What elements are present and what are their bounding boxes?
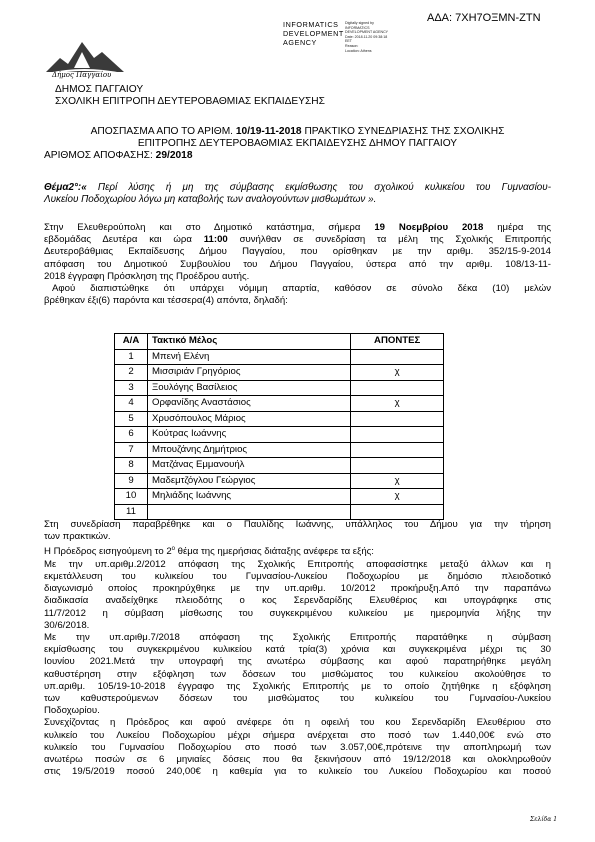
body-line: κυλικείο του Γυμνασίου Ποδοχωρίου στο ποσό των 3.057,00€,πρότεινε την αποπληρωμή των <box>44 741 551 753</box>
body-line <box>44 543 551 558</box>
table-row <box>115 504 444 520</box>
absent-mark <box>351 442 444 458</box>
absent-mark <box>351 427 444 443</box>
body-text-segment: θέμα της ημερήσιας διάταξης ανέφερε τα εξής: <box>175 546 374 558</box>
absent-mark <box>351 504 444 520</box>
member-name: Μηλιάδης Ιωάννης <box>148 489 351 505</box>
meeting-time: 11:00 <box>203 234 228 246</box>
extract-title-line2: ΕΠΙΤΡΟΠΗΣ ΔΕΥΤΕΡΟΒΑΘΜΙΑΣ ΕΚΠΑΙΔΕΥΣΗΣ ΔΗΜΟΥ ΠΑΓΓΑΙΟΥ <box>137 138 458 149</box>
body-line: υπ.αριθμ. 105/19-10-2018 έγγραφο της Σχολικής Επιτροπής με το οποίο ζητήθηκε η εξόφληση <box>44 680 551 692</box>
body-line: καθυστέρηση στην εξόφληση των δόσεων του μισθώματος του κυλικείου ακολούθησε το <box>44 668 551 680</box>
body-line: Συνεχίζοντας η Πρόεδρος και αφού ανέφερε ότι η οφειλή του κου Σερενδαρίδη Ελευθέριου στο <box>44 717 551 729</box>
row-number: 11 <box>115 504 148 520</box>
body-line: διαδικασία αναδείχθηκε πλειοδότης ο κος Σερενδαρίδης Ελευθέριος και υπογράφηκε στις <box>44 595 551 607</box>
body-line: διαγωνισμό οποίος προκηρύχθηκε με την υπ.αριθμ. 10/2012 προκήρυξη.Από την παραπάνω <box>44 583 551 595</box>
member-name: Ορφανίδης Αναστάσιος <box>148 396 351 412</box>
body-line: στις 19/5/2019 ποσού 240,00€ η καθεμία για το κυλικείο του Λυκείου Ποδοχωρίου και ποσού <box>44 766 551 778</box>
intro-line6: Αφού διαπιστώθηκε ότι υπάρχει νόμιμη απαρτία, καθόσον σε σύνολο δέκα (10) μελών <box>52 283 551 295</box>
ida-detail-line: INFORMATICS <box>345 25 370 30</box>
body-line: 11/7/2012 η σύμβαση μίσθωσης του συγκεκριμένου κυλικείου με ημερομηνία λήξης την <box>44 607 551 619</box>
intro-line1 <box>44 222 551 234</box>
intro-paragraph <box>44 222 551 307</box>
absent-mark <box>351 380 444 396</box>
ida-signature-label <box>283 20 344 47</box>
intro-text: συνήλθαν σε συνεδρίαση τα μέλη της Σχολικής Επιτροπής <box>239 234 551 246</box>
col-header-aa: Α/Α <box>115 334 148 350</box>
table-row <box>115 427 444 443</box>
member-name: Μπενή Ελένη <box>148 349 351 365</box>
extract-prefix: ΑΠΟΣΠΑΣΜΑ ΑΠΟ ΤΟ ΑΡΙΘΜ. <box>90 126 234 137</box>
intro-line7: βρέθηκαν έξι(6) παρόντα και τέσσερα(4) απόντα, δηλαδή: <box>44 295 288 307</box>
row-number: 1 <box>115 349 148 365</box>
subject-label: Θέμα2°:« <box>44 182 87 193</box>
absent-mark <box>351 458 444 474</box>
municipality-name: ΔΗΜΟΣ ΠΑΓΓΑΙΟΥ <box>55 84 144 95</box>
row-number: 2 <box>115 365 148 381</box>
row-number: 10 <box>115 489 148 505</box>
table-row <box>115 458 444 474</box>
body-line: Στη συνεδρίαση παραβρέθηκε και ο Παυλίδης Ιωάννης, υπάλληλος του Δήμου για την τήρηση <box>44 519 551 530</box>
ida-detail-line: Digitally signed by <box>345 21 374 25</box>
body-line: κυλικείο του Λυκείου Ποδοχωρίου μέχρι σήμερα ανέρχεται στο ποσό των 1.440,00€ ενώ στο <box>44 729 551 741</box>
intro-line2 <box>44 234 551 246</box>
subject-line2: Λυκείου Ποδοχωρίου λόγω μη καταβολής των αναλογούντων μισθωμάτων ». <box>44 194 377 206</box>
logo-caption: Δήμος Παγγαίου <box>52 71 112 79</box>
table-row <box>115 380 444 396</box>
intro-text: εβδομάδας Δευτέρα και ώρα <box>44 234 192 246</box>
extract-suffix: ΠΡΑΚΤΙΚΟ ΣΥΝΕΔΡΙΑΣΗΣ ΤΗΣ ΣΧΟΛΙΚΗΣ <box>304 126 505 137</box>
intro-line5: 2018 έγγραφη Πρόσκληση της Προέδρου αυτής. <box>44 270 250 282</box>
table-row <box>115 365 444 381</box>
body-line: Ιουνίου 2021.Μετά την υπογραφή της ανωτέρω σύμβασης και αφού παρατηρήθηκε μεγάλη <box>44 656 551 668</box>
intro-text: ημέρα της <box>497 222 552 233</box>
table-row <box>115 442 444 458</box>
intro-line3: Δευτεροβάθμιας Εκπαίδευσης Δήμου Παγγαίου, που ορίσθηκαν με την αριθμ. 352/15-9-2014 <box>44 246 551 258</box>
page-number: Σελίδα 1 <box>530 816 558 823</box>
member-name: Μαδεμτζόγλου Γεώργιος <box>148 473 351 489</box>
members-table <box>114 333 444 520</box>
row-number: 7 <box>115 442 148 458</box>
ida-detail-line: Reason: <box>345 43 359 48</box>
table-header-row <box>115 334 444 350</box>
meeting-date: 19 Νοεμβρίου 2018 <box>374 222 484 233</box>
body-line: των καθυστερούμενων δόσεων του μισθώματος του κυλικείου του Γυμνασίου-Λυκείου <box>44 693 551 705</box>
ida-line: INFORMATICS <box>283 20 339 29</box>
body-line: εκμίσθωσης του συγκεκριμένου κυλικείου κατά τρία(3) χρόνια και συγκεκριμένα μέχρι τις 30 <box>44 644 551 656</box>
member-name: Μισσιριάν Γρηγόριος <box>148 365 351 381</box>
member-name <box>148 504 351 520</box>
extract-title-line1 <box>44 126 551 139</box>
body-line: των πρακτικών. <box>44 531 111 543</box>
ida-detail-line: DEVELOPMENT AGENCY <box>345 30 389 35</box>
ida-line: AGENCY <box>283 38 317 47</box>
ida-detail-line: Location: Athens <box>345 48 372 53</box>
subject-line1 <box>44 182 551 194</box>
member-name: Ξουλόγης Βασίλειος <box>148 380 351 396</box>
row-number: 9 <box>115 473 148 489</box>
member-name: Μπουζάνης Δημήτριος <box>148 442 351 458</box>
row-number: 6 <box>115 427 148 443</box>
body-line: εκμετάλλευση του κυλικείου του Γυμνασίου-Λυκείου Ποδοχωρίου με δημόσιο πλειοδοτικό <box>44 571 551 582</box>
absent-mark: χ <box>351 365 444 381</box>
row-number: 8 <box>115 458 148 474</box>
intro-line4: απόφαση του Δημοτικού Συμβουλίου του Δήμου Παγγαίου, ύστερα από την αριθμ. 108/13-11- <box>44 258 551 270</box>
row-number: 4 <box>115 396 148 412</box>
committee-name: ΣΧΟΛΙΚΗ ΕΠΙΤΡΟΠΗ ΔΕΥΤΕΡΟΒΑΘΜΙΑΣ ΕΚΠΑΙΔΕΥΣΗΣ <box>55 96 325 107</box>
absent-mark <box>351 411 444 427</box>
row-number: 3 <box>115 380 148 396</box>
absent-mark: χ <box>351 396 444 412</box>
body-line: ανωτέρω ποσών σε 6 μηνιαίες δόσεις που θα ξεκινήσουν από 19/12/2018 και ολοκληρωθούν <box>44 754 551 766</box>
ida-signature-details <box>345 21 388 53</box>
ada-code: ΑΔΑ: 7ΧΗ7ΟΞΜΝ-ΖΤΝ <box>427 12 541 24</box>
body-text-segment: Η Πρόεδρος εισηγούμενη το 2 <box>44 546 172 558</box>
table-row <box>115 411 444 427</box>
decision-number <box>44 150 192 163</box>
ida-detail-line: EET <box>345 39 352 44</box>
ida-line: DEVELOPMENT <box>283 29 344 38</box>
table-row <box>115 489 444 505</box>
body-line: Με την υπ.αριθμ.2/2012 απόφαση της Σχολικής Επιτροπής αποφασίστηκε μεταξύ άλλων και η <box>44 558 551 570</box>
intro-text: Στην Ελευθερούπολη και στο Δημοτικό κατάστημα, σήμερα <box>44 222 361 233</box>
decision-label: ΑΡΙΘΜΟΣ ΑΠΟΦΑΣΗΣ: <box>44 150 153 161</box>
absent-mark: χ <box>351 473 444 489</box>
ordinal-superscript: ο <box>171 546 175 553</box>
row-number: 5 <box>115 411 148 427</box>
member-name: Ματζάνας Εμμανουήλ <box>148 458 351 474</box>
table-row <box>115 349 444 365</box>
absent-mark <box>351 349 444 365</box>
member-name: Κούτρας Ιωάννης <box>148 427 351 443</box>
body-text <box>44 519 551 778</box>
subject <box>44 182 551 206</box>
body-line: Ποδοχωρίου. <box>44 705 100 717</box>
subject-text1: Περί λύσης ή μη της σύμβασης εκμίσθωσης του σχολικού κυλικείου του Γυμνασίου- <box>97 182 551 193</box>
col-header-absent: ΑΠΟΝΤΕΣ <box>351 334 444 350</box>
col-header-member: Τακτικό Μέλος <box>148 334 351 350</box>
table-row <box>115 396 444 412</box>
extract-number: 10/19-11-2018 <box>235 126 302 137</box>
member-name: Χρυσόπουλος Μάριος <box>148 411 351 427</box>
body-line: 30/6/2018. <box>44 619 90 631</box>
absent-mark: χ <box>351 489 444 505</box>
table-row <box>115 473 444 489</box>
body-line: Με την υπ.αριθμ.7/2018 απόφαση της Σχολικής Επιτροπής παρατάθηκε η σύμβαση <box>44 632 551 644</box>
decision-value: 29/2018 <box>155 150 193 161</box>
ida-detail-line: Date: 2018.11.20 09:38:18 <box>345 34 388 39</box>
